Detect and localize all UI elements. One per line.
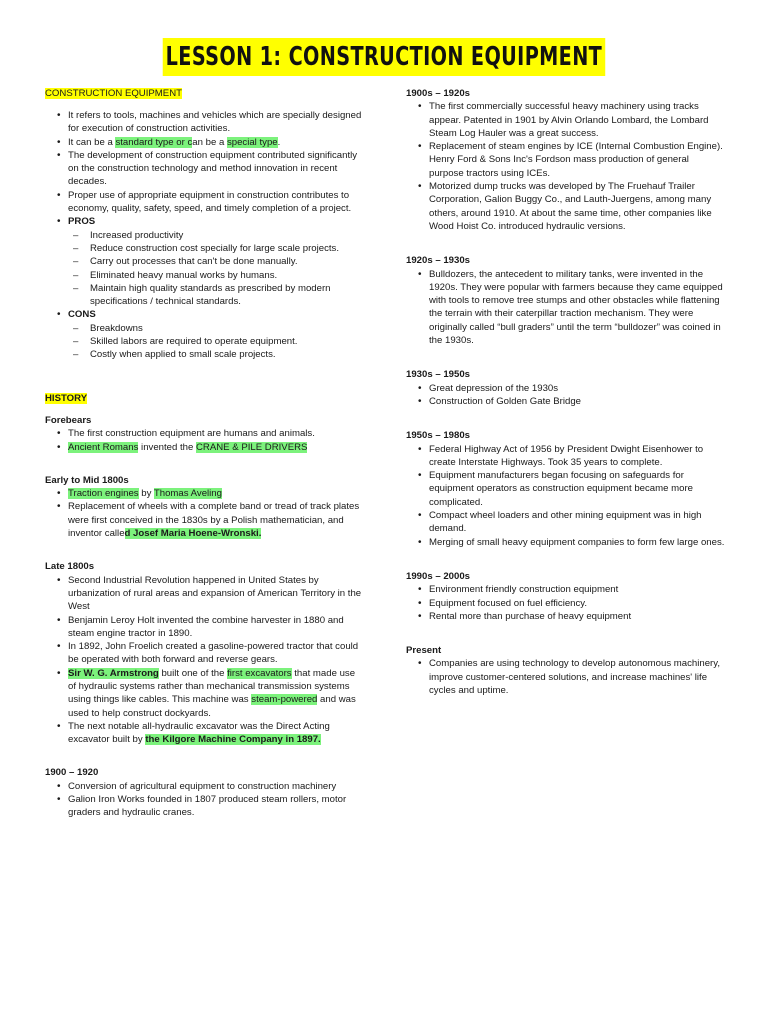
s4-list xyxy=(406,443,726,549)
s5-list xyxy=(406,583,726,623)
list-item xyxy=(45,487,363,500)
bullet-text: that made use of hydraulic systems rather than mechanical transmission systems using things like cables. This machine was xyxy=(68,667,356,706)
list-item xyxy=(45,215,363,308)
list-item: • Motorized dump trucks was developed by The Fruehauf Trailer Corporation, Galion Buggy Co., and Lauth-Juergens, among many others, around 1910. At about the same time, other companies like Wood Hoist Co. introduced hydraulic versions. xyxy=(406,180,726,233)
bullet-text: by xyxy=(138,488,154,500)
highlight-special-type: special type xyxy=(226,136,278,148)
s5-heading: 1990s – 2000s xyxy=(406,570,471,582)
highlight-kilgore: the Kilgore Machine Company in 1897. xyxy=(145,734,321,746)
list-item xyxy=(45,500,363,540)
list-item: • Rental more than purchase of heavy equipment xyxy=(406,610,726,623)
s1-heading: 1900s – 1920s xyxy=(406,88,471,99)
s1-list xyxy=(406,100,726,233)
construction-equipment-list xyxy=(45,109,363,362)
highlight-ancient-romans: Ancient Romans xyxy=(68,441,139,453)
highlight-thomas-aveling: Thomas Aveling xyxy=(153,488,222,500)
bullet-text: an be a xyxy=(192,136,227,148)
highlight-traction-engines: Traction engines xyxy=(68,488,139,500)
list-item: • Environment friendly construction equipment xyxy=(406,583,726,596)
forebears-list xyxy=(45,427,363,454)
list-item: – Breakdowns xyxy=(45,322,363,335)
list-item: • Great depression of the 1930s xyxy=(406,382,726,395)
highlight-standard-type: standard type or c xyxy=(115,136,193,148)
section-construction-equipment xyxy=(45,87,363,100)
early-mid-1800s-heading: Early to Mid 1800s xyxy=(45,474,129,486)
bullet-text: The next notable all-hydraulic excavator was the Direct Acting excavator built by xyxy=(68,720,330,746)
list-item: • Conversion of agricultural equipment to construction machinery xyxy=(45,780,363,793)
list-item: • Equipment focused on fuel efficiency. xyxy=(406,597,726,610)
list-item: • Replacement of steam engines by ICE (Internal Combustion Engine). Henry Ford & Sons Inc's Fordson mass production of general purpose tractors using ICEs. xyxy=(406,140,726,180)
highlight-crane-pile-drivers: CRANE & PILE DRIVERS xyxy=(196,441,308,453)
bullet-text: Second Industrial Revolution happened in United States by urbanization of rural areas and expansion of American Territory in the West xyxy=(68,574,362,613)
list-item xyxy=(45,308,363,361)
late-1800s-heading: Late 1800s xyxy=(45,561,95,573)
y1900-1920-heading: 1900 – 1920 xyxy=(45,767,99,779)
bullet-text: It can be a xyxy=(68,136,116,148)
highlight-armstrong: Sir W. G. Armstrong xyxy=(68,667,159,679)
cons-list xyxy=(45,322,363,362)
bullet-text: In 1892, John Froelich created a gasoline-powered tractor that could be operated with both forward and reverse gears. xyxy=(68,641,359,666)
list-item xyxy=(45,427,363,440)
left-column xyxy=(45,87,363,820)
pros-label: PROS xyxy=(68,216,96,228)
list-item xyxy=(45,574,363,614)
highlight-steam-powered: steam-powered xyxy=(251,694,318,706)
bullet-text: The first construction equipment are humans and animals. xyxy=(68,428,315,440)
list-item: • The first commercially successful heavy machinery using tracks appear. Patented in 1901 by Alvin Orlando Lombard, the Lombard Steam Log Hauler was a great success. xyxy=(406,100,726,140)
s3-list xyxy=(406,382,726,409)
s2-list xyxy=(406,268,726,348)
list-item: – Maintain high quality standards as prescribed by modern specifications / technical standards. xyxy=(45,282,363,309)
page-title: LESSON 1: CONSTRUCTION EQUIPMENT xyxy=(163,38,605,76)
bullet-text: . xyxy=(277,136,281,148)
list-item xyxy=(45,441,363,454)
right-column xyxy=(406,87,726,697)
list-item xyxy=(45,149,363,189)
list-item: – Skilled labors are required to operate equipment. xyxy=(45,335,363,348)
list-item xyxy=(45,136,363,149)
bullet-text: invented the xyxy=(138,441,196,453)
list-item: – Carry out processes that can't be done manually. xyxy=(45,255,363,268)
history-heading: HISTORY xyxy=(45,392,88,404)
list-item: • Galion Iron Works founded in 1807 produced steam rollers, motor graders and hydraulic cranes. xyxy=(45,793,363,820)
list-item xyxy=(45,640,363,667)
forebears-heading: Forebears xyxy=(45,414,92,426)
highlight-hoene-wronski: d Josef Maria Hoene-Wronski. xyxy=(124,528,262,540)
list-item xyxy=(45,109,363,136)
list-item xyxy=(45,189,363,216)
bullet-text: built one of the xyxy=(158,667,228,679)
late-1800s-list xyxy=(45,574,363,747)
s4-heading: 1950s – 1980s xyxy=(406,430,471,442)
pros-list xyxy=(45,229,363,309)
list-item xyxy=(45,720,363,747)
list-item: • Construction of Golden Gate Bridge xyxy=(406,395,726,408)
construction-equipment-heading: CONSTRUCTION EQUIPMENT xyxy=(45,88,182,99)
list-item: • Equipment manufacturers began focusing on safeguards for equipment operators as construction equipment became more complicated. xyxy=(406,469,726,509)
bullet-text: Replacement of wheels with a complete band or tread of track plates were first conceived in the 1830s by a Polish mathematician, and inventor calle xyxy=(68,501,360,540)
bullet-text: and was used to help construct dockyards. xyxy=(68,694,356,719)
s3-heading: 1930s – 1950s xyxy=(406,369,471,381)
s6-heading: Present xyxy=(406,645,442,657)
y1900-1920-list xyxy=(45,780,363,820)
list-item xyxy=(45,614,363,641)
highlight-first-excavators: first excavators xyxy=(227,667,292,679)
list-item: • Federal Highway Act of 1956 by President Dwight Eisenhower to create Interstate Highways. Took 35 years to complete. xyxy=(406,443,726,470)
title-area xyxy=(0,38,768,76)
s6-list xyxy=(406,657,726,697)
s2-heading: 1920s – 1930s xyxy=(406,255,471,267)
list-item: – Eliminated heavy manual works by humans. xyxy=(45,269,363,282)
list-item: – Costly when applied to small scale projects. xyxy=(45,348,363,361)
list-item: – Increased productivity xyxy=(45,229,363,242)
list-item xyxy=(45,667,363,720)
bullet-text: It refers to tools, machines and vehicles which are specially designed for execution of construction activities. xyxy=(68,110,362,135)
list-item: – Reduce construction cost specially for large scale projects. xyxy=(45,242,363,255)
bullet-text: The development of construction equipment contributed significantly on the construction technology and method innovation in recent decades. xyxy=(68,149,358,188)
early-mid-1800s-list xyxy=(45,487,363,540)
bullet-text: Proper use of appropriate equipment in construction contributes to economy, quality, safety, speed, and timely completion of a project. xyxy=(68,189,352,215)
list-item: • Merging of small heavy equipment companies to form few large ones. xyxy=(406,536,726,549)
list-item: • Bulldozers, the antecedent to military tanks, were invented in the 1920s. They were popular with farmers because they came equipped with tools to remove tree stumps and other obstacles while flattening the terrain with their caterpillar traction mechanism. They were originally called “bull graders” until the term “bulldozer” was coined in the 1930s. xyxy=(406,268,726,348)
list-item: • Compact wheel loaders and other mining equipment was in high demand. xyxy=(406,509,726,536)
cons-label: CONS xyxy=(68,309,96,321)
bullet-text: Benjamin Leroy Holt invented the combine harvester in 1880 and steam engine tractor in 1890. xyxy=(68,614,344,639)
list-item: • Companies are using technology to develop autonomous machinery, improve customer-centered solutions, and increase machines' life cycles and uptime. xyxy=(406,657,726,697)
